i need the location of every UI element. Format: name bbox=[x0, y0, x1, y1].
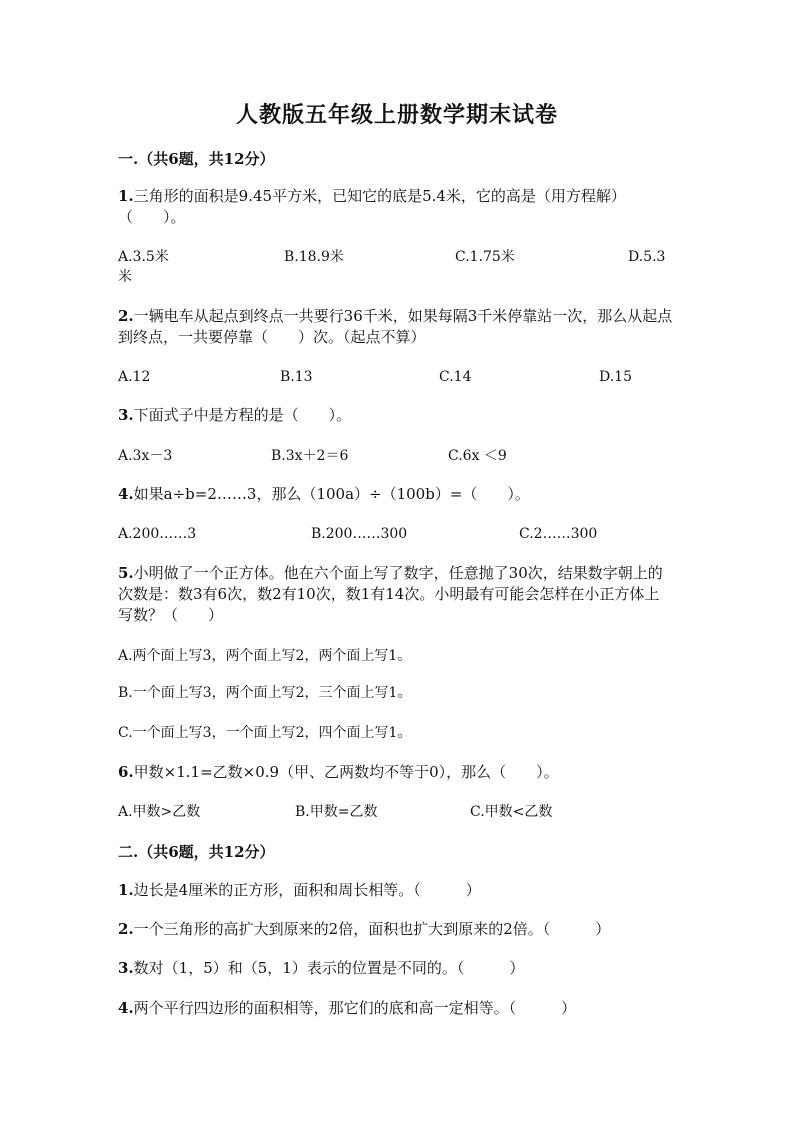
question-2 bbox=[118, 919, 674, 940]
question-text: 如果a÷b=2……3，那么（100a）÷（100b）=（ ）。 bbox=[133, 485, 530, 503]
question-number: 2. bbox=[118, 920, 134, 938]
question-5 bbox=[118, 563, 674, 626]
option-a: A.200……3 bbox=[118, 526, 197, 542]
option-a: A.3x－3 bbox=[118, 448, 173, 464]
question-1 bbox=[118, 880, 674, 901]
option-b: B.甲数=乙数 bbox=[295, 804, 378, 820]
question-number: 1. bbox=[118, 881, 134, 899]
question-3 bbox=[118, 958, 674, 979]
option-c: C.14 bbox=[439, 369, 472, 385]
question-number: 4. bbox=[118, 485, 134, 503]
question-text: 一辆电车从起点到终点一共要行36千米，如果每隔3千米停靠站一次，那么从起点到终点，一共要停靠（ ）次。（起点不算） bbox=[118, 307, 673, 346]
option-b: B.18.9米 bbox=[284, 249, 344, 265]
question-number: 6. bbox=[118, 763, 134, 781]
option-a: A.两个面上写3，两个面上写2，两个面上写1。 bbox=[118, 648, 412, 664]
option-d-continued: 米 bbox=[118, 269, 132, 285]
question-text: 小明做了一个正方体。他在六个面上写了数字，任意抛了30次，结果数字朝上的次数是：数3有6次，数2有10次，数1有14次。小明最有可能会怎样在小正方体上写数？（ ） bbox=[118, 564, 663, 624]
question-text: 三角形的面积是9.45平方米，已知它的底是5.4米，它的高是（用方程解）（ ）。 bbox=[118, 187, 626, 226]
question-number: 5. bbox=[118, 564, 134, 582]
question-4 bbox=[118, 998, 674, 1019]
option-c: C.一个面上写3，一个面上写2，四个面上写1。 bbox=[118, 725, 412, 741]
option-d: D.5.3 bbox=[628, 249, 666, 265]
option-b: B.3x＋2＝6 bbox=[271, 448, 349, 464]
option-c: C.6x ＜9 bbox=[448, 448, 507, 464]
question-number: 3. bbox=[118, 406, 134, 424]
option-b: B.一个面上写3，两个面上写2，三个面上写1。 bbox=[118, 685, 412, 701]
option-a: A.12 bbox=[118, 369, 151, 385]
question-text: 下面式子中是方程的是（ ）。 bbox=[133, 406, 352, 424]
option-c: C.甲数<乙数 bbox=[470, 804, 553, 820]
option-a: A.甲数>乙数 bbox=[118, 804, 201, 820]
question-4 bbox=[118, 484, 674, 505]
question-1 bbox=[118, 186, 674, 228]
section-header: 一.（共6题，共12分） bbox=[118, 150, 275, 168]
question-number: 1. bbox=[118, 187, 134, 205]
question-text: 边长是4厘米的正方形，面积和周长相等。（ ） bbox=[133, 881, 481, 899]
question-2 bbox=[118, 306, 674, 348]
question-6 bbox=[118, 762, 674, 783]
option-b: B.200……300 bbox=[311, 526, 408, 542]
option-c: C.2……300 bbox=[519, 526, 598, 542]
option-b: B.13 bbox=[280, 369, 313, 385]
question-3 bbox=[118, 405, 674, 426]
option-a: A.3.5米 bbox=[118, 249, 169, 265]
question-number: 4. bbox=[118, 999, 134, 1017]
question-text: 甲数×1.1=乙数×0.9（甲、乙两数均不等于0），那么（ ）。 bbox=[133, 763, 559, 781]
question-text: 两个平行四边形的面积相等，那它们的底和高一定相等。（ ） bbox=[133, 999, 577, 1017]
section-header: 二.（共6题，共12分） bbox=[118, 843, 275, 861]
question-number: 3. bbox=[118, 959, 134, 977]
question-number: 2. bbox=[118, 307, 134, 325]
option-d: D.15 bbox=[599, 369, 632, 385]
question-text: 一个三角形的高扩大到原来的2倍，面积也扩大到原来的2倍。（ ） bbox=[133, 920, 611, 938]
option-c: C.1.75米 bbox=[455, 249, 515, 265]
page-title: 人教版五年级上册数学期末试卷 bbox=[235, 102, 558, 128]
question-text: 数对（1，5）和（5，1）表示的位置是不同的。（ ） bbox=[133, 959, 525, 977]
